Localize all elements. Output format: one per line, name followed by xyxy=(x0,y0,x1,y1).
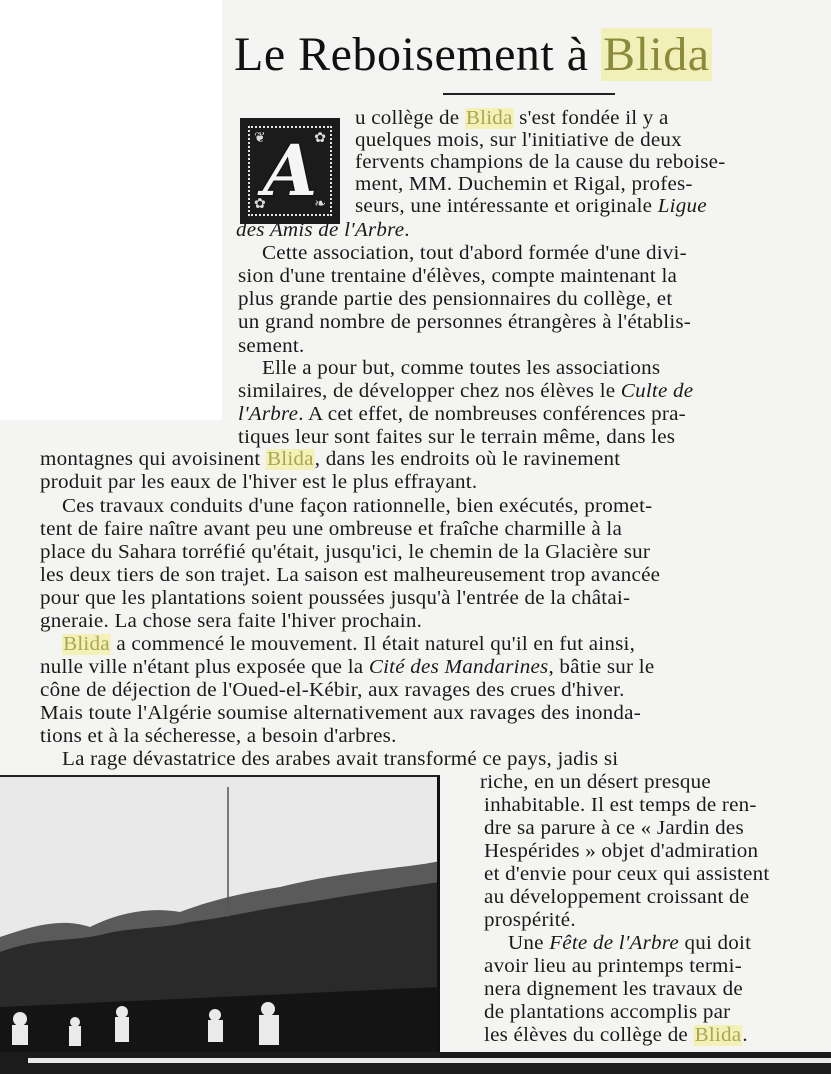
text-segment: et d'envie pour ceux qui assistent xyxy=(484,864,770,885)
text-segment: tions et à la sécheresse, a besoin d'arbres. xyxy=(40,726,397,747)
title-underline xyxy=(443,93,615,95)
text-line xyxy=(238,266,677,288)
text-line xyxy=(355,130,682,152)
flourish-icon: ✿ xyxy=(254,196,266,212)
text-segment: . xyxy=(742,1025,748,1046)
text-line xyxy=(40,565,660,587)
text-line xyxy=(40,542,650,564)
text-line xyxy=(238,404,686,426)
text-segment: tent de faire naître avant peu une ombreuse et fraîche charmille à la xyxy=(40,519,623,540)
highlighted-word: Blida xyxy=(694,1025,742,1046)
blank-margin xyxy=(0,0,222,420)
article-title xyxy=(234,20,824,90)
text-segment: plus grande partie des pensionnaires du collège, et xyxy=(238,289,673,310)
highlighted-word: Blida xyxy=(63,634,110,655)
text-line xyxy=(236,220,410,242)
text-line xyxy=(484,795,757,817)
text-segment: un grand nombre de personnes étrangères à l'établis- xyxy=(238,312,692,333)
photo-image xyxy=(0,777,440,1055)
text-segment: . A cet effet, de nombreuses conférences pra- xyxy=(298,404,686,425)
italic-text: l'Arbre xyxy=(238,404,299,425)
text-line xyxy=(238,427,675,449)
text-line xyxy=(484,956,742,978)
text-segment: avoir lieu au printemps termi- xyxy=(484,956,742,977)
text-line xyxy=(508,933,751,955)
text-line xyxy=(484,979,743,1001)
text-line xyxy=(40,519,622,541)
text-segment: . xyxy=(404,220,410,241)
text-line xyxy=(40,703,641,725)
text-segment: sion d'une trentaine d'élèves, compte maintenant la xyxy=(238,266,678,287)
text-line xyxy=(238,312,691,334)
text-line xyxy=(62,749,618,771)
text-segment: de plantations accomplis par xyxy=(484,1002,731,1023)
text-line xyxy=(40,726,397,748)
text-segment: gneraie. La chose sera faite l'hiver prochain. xyxy=(40,611,423,632)
highlighted-word: Blida xyxy=(465,108,513,129)
text-line xyxy=(480,772,711,794)
text-line xyxy=(484,841,758,863)
text-segment: les élèves du collège de xyxy=(484,1025,694,1046)
text-segment: a commencé le mouvement. Il était naturel qu'il en fut ainsi, xyxy=(110,634,636,655)
text-segment: Hespérides » objet d'admiration xyxy=(484,841,759,862)
text-segment: tiques leur sont faites sur le terrain même, dans les xyxy=(238,427,676,448)
text-line xyxy=(40,588,630,610)
text-segment: , dans les endroits où le ravinement xyxy=(314,449,621,470)
title-highlight: Blida xyxy=(603,28,710,81)
bottom-border-gap xyxy=(28,1058,831,1063)
text-line xyxy=(355,174,693,196)
text-segment: nulle ville n'étant plus exposée que la xyxy=(40,657,369,678)
italic-text: Fête de l'Arbre xyxy=(549,933,679,954)
text-line xyxy=(484,1002,730,1024)
text-segment: Mais toute l'Algérie soumise alternativement aux ravages des inonda- xyxy=(40,703,641,724)
italic-text: des Amis de l'Arbre xyxy=(236,220,405,241)
text-segment: u collège de xyxy=(355,108,465,129)
text-segment: , bâtie sur le xyxy=(548,657,655,678)
text-segment: sement. xyxy=(238,336,305,357)
text-segment: fervents champions de la cause du reboise- xyxy=(355,152,726,173)
text-line xyxy=(484,887,749,909)
text-segment: montagnes qui avoisinent xyxy=(40,449,266,470)
title-prefix: Le Reboisement à xyxy=(234,28,589,81)
text-segment: quelques mois, sur l'initiative de deux xyxy=(355,130,682,151)
flourish-icon: ❦ xyxy=(254,130,266,146)
text-segment: nera dignement les travaux de xyxy=(484,979,743,1000)
italic-text: Cité des Mandarines xyxy=(368,657,549,678)
bottom-border xyxy=(0,1052,831,1074)
flourish-icon: ✿ xyxy=(314,130,326,146)
flourish-icon: ❧ xyxy=(314,196,326,212)
text-line xyxy=(62,634,635,656)
text-line xyxy=(238,336,304,358)
text-segment: les deux tiers de son trajet. La saison est malheureusement trop avancée xyxy=(40,565,661,586)
text-segment: Une xyxy=(508,933,550,954)
text-segment: produit par les eaux de l'hiver est le plus effrayant. xyxy=(40,472,478,493)
text-segment: place du Sahara torréfié qu'était, jusqu'ici, le chemin de la Glacière sur xyxy=(40,542,651,563)
italic-text: Ligue xyxy=(657,196,707,217)
text-line xyxy=(40,449,620,471)
ornamental-dropcap xyxy=(240,118,340,224)
text-segment: inhabitable. Il est temps de ren- xyxy=(484,795,757,816)
text-line xyxy=(484,910,576,932)
italic-text: Culte de xyxy=(620,381,694,402)
text-segment: ment, MM. Duchemin et Rigal, profes- xyxy=(355,174,693,195)
text-segment: seurs, une intéressante et originale xyxy=(355,196,658,217)
text-line xyxy=(484,864,769,886)
text-line xyxy=(40,472,477,494)
text-line xyxy=(484,818,744,840)
text-line xyxy=(262,243,687,265)
text-line xyxy=(262,358,660,380)
text-segment: dre sa parure à ce « Jardin des xyxy=(484,818,744,839)
text-segment: Elle a pour but, comme toutes les associations xyxy=(262,358,661,379)
text-segment: cône de déjection de l'Oued-el-Kébir, aux ravages des crues d'hiver. xyxy=(40,680,625,701)
photograph xyxy=(0,775,440,1055)
text-segment: au développement croissant de xyxy=(484,887,750,908)
text-segment: qui doit xyxy=(678,933,752,954)
text-segment: pour que les plantations soient poussées jusqu'à l'entrée de la châtai- xyxy=(40,588,631,609)
dropcap-letter: A xyxy=(262,129,318,212)
text-line xyxy=(40,611,422,633)
text-line xyxy=(484,1025,748,1047)
text-segment: riche, en un désert presque xyxy=(480,772,711,793)
text-line xyxy=(40,657,654,679)
text-line xyxy=(355,152,725,174)
text-line xyxy=(238,289,672,311)
text-line xyxy=(62,496,652,518)
text-line xyxy=(355,196,707,218)
text-segment: La rage dévastatrice des arabes avait transformé ce pays, jadis si xyxy=(62,749,619,770)
text-line xyxy=(355,108,669,130)
text-segment: s'est fondée il y a xyxy=(513,108,669,129)
text-line xyxy=(40,680,625,702)
dropcap-frame xyxy=(248,126,332,216)
text-segment: similaires, de développer chez nos élèves le xyxy=(238,381,621,402)
text-segment: Ces travaux conduits d'une façon rationnelle, bien exécutés, promet- xyxy=(62,496,653,517)
text-line xyxy=(238,381,693,403)
text-segment: prospérité. xyxy=(484,910,576,931)
highlighted-word: Blida xyxy=(267,449,314,470)
text-segment: Cette association, tout d'abord formée d'une divi- xyxy=(262,243,687,264)
